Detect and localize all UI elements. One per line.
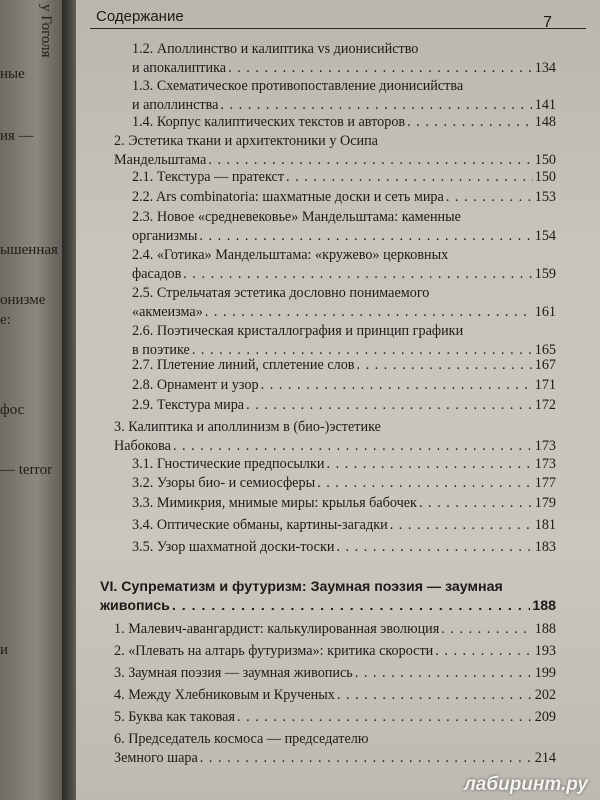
toc-entry[interactable] — [132, 322, 556, 360]
toc-entry-text: 6. Председатель космоса — председателю — [114, 731, 369, 747]
toc-entry[interactable] — [132, 494, 556, 513]
contents-page — [76, 0, 600, 800]
toc-chapter-entry[interactable] — [100, 578, 556, 616]
toc-entry-text: 1.4. Корпус калиптических текстов и авторов — [132, 114, 406, 130]
toc-leader-dots — [435, 642, 532, 661]
page-number: 7 — [543, 14, 552, 31]
toc-leader-dots — [172, 597, 530, 616]
toc-leader-dots — [355, 664, 533, 683]
toc-entry-text: 3.4. Оптические обманы, картины-загадки — [132, 517, 388, 533]
toc-leader-dots — [183, 265, 532, 284]
toc-page-number: 153 — [534, 189, 556, 205]
toc-page-number: 171 — [534, 377, 556, 393]
toc-page-number: 165 — [534, 342, 556, 358]
toc-entry[interactable] — [132, 474, 556, 493]
toc-page-number: 181 — [534, 517, 556, 533]
site-watermark: лабиринт.ру — [463, 774, 588, 795]
toc-page-number: 188 — [532, 598, 556, 614]
toc-page-number: 199 — [534, 665, 556, 681]
toc-entry-text: 2.9. Текстура мира — [132, 397, 245, 413]
toc-page-number: 150 — [534, 152, 556, 168]
toc-page-number: 209 — [534, 709, 556, 725]
toc-entry[interactable] — [132, 376, 556, 395]
toc-leader-dots — [356, 356, 532, 375]
toc-page-number: 154 — [534, 228, 556, 244]
toc-entry-text: 2.7. Плетение линий, сплетение слов — [132, 357, 355, 373]
toc-leader-dots — [228, 59, 533, 78]
left-page-fragment: е: — [0, 312, 11, 328]
toc-entry[interactable] — [132, 284, 556, 322]
toc-leader-dots — [286, 168, 533, 187]
toc-entry-text: 1. Малевич-авангардист: калькулированная эволюция — [114, 621, 440, 637]
toc-entry-text: 5. Буква как таковая — [114, 709, 236, 725]
toc-entry-text: 2.6. Поэтическая кристаллография и принцип графики — [132, 323, 464, 339]
toc-page-number: 214 — [534, 750, 556, 766]
toc-leader-dots — [337, 686, 533, 705]
toc-entry[interactable] — [132, 188, 556, 207]
toc-entry-text: и аполлинства — [132, 97, 219, 113]
toc-entry-text: 2.2. Ars combinatoria: шахматные доски и сеть мира — [132, 189, 444, 205]
running-header-title: Содержание — [96, 8, 184, 25]
toc-entry-text: 2. Эстетика ткани и архитектоники у Осипа — [114, 133, 378, 149]
toc-leader-dots — [407, 113, 533, 132]
toc-entry-text: 2.3. Новое «средневековье» Мандельштама: каменные — [132, 209, 461, 225]
toc-page-number: 173 — [534, 456, 556, 472]
toc-entry[interactable] — [132, 77, 556, 115]
toc-page-number: 148 — [534, 114, 556, 130]
toc-leader-dots — [317, 474, 533, 493]
toc-entry-text: и апокалиптика — [132, 60, 227, 76]
toc-page-number: 150 — [534, 169, 556, 185]
toc-entry[interactable] — [132, 113, 556, 132]
toc-leader-dots — [205, 303, 533, 322]
toc-page-number: 179 — [534, 495, 556, 511]
toc-page-number: 193 — [534, 643, 556, 659]
toc-entry[interactable] — [114, 686, 556, 705]
toc-entry-text: фасадов — [132, 266, 182, 282]
toc-entry-text: 3. Калиптика и аполлинизм в (био-)эстетике — [114, 419, 381, 435]
toc-entry-text: организмы — [132, 228, 198, 244]
toc-entry-text: в поэтике — [132, 342, 190, 358]
toc-entry[interactable] — [132, 516, 556, 535]
toc-page-number: 159 — [534, 266, 556, 282]
left-page-fragment: ышенная — [0, 242, 58, 258]
toc-page-number: 173 — [534, 438, 556, 454]
left-page-fragment: — terror — [0, 462, 53, 478]
toc-entry[interactable] — [132, 168, 556, 187]
left-page-fragment: у Гоголя — [38, 4, 54, 58]
toc-entry[interactable] — [132, 356, 556, 375]
toc-leader-dots — [173, 437, 533, 456]
toc-leader-dots — [419, 494, 533, 513]
toc-entry-text: 3.1. Гностические предпосылки — [132, 456, 325, 472]
toc-entry[interactable] — [132, 40, 556, 78]
toc-leader-dots — [326, 455, 532, 474]
toc-leader-dots — [261, 376, 533, 395]
toc-entry[interactable] — [114, 708, 556, 727]
toc-entry-text: 2.4. «Готика» Мандельштама: «кружево» церковных — [132, 247, 449, 263]
toc-entry-text: 4. Между Хлебниковым и Крученых — [114, 687, 335, 703]
left-page-edge — [0, 0, 66, 800]
toc-page-number: 167 — [534, 357, 556, 373]
toc-entry[interactable] — [132, 208, 556, 246]
toc-entry-text: 1.2. Аполлинство и калиптика vs дионисийство — [132, 41, 419, 57]
toc-entry[interactable] — [114, 132, 556, 170]
toc-entry[interactable] — [114, 664, 556, 683]
toc-entry-text: Мандельштама — [114, 152, 207, 168]
toc-entry[interactable] — [114, 418, 556, 456]
toc-page-number: 141 — [534, 97, 556, 113]
toc-leader-dots — [246, 396, 533, 415]
toc-entry-text: 1.3. Схематическое противопоставление дионисийства — [132, 78, 464, 94]
left-page-fragment: фос — [0, 402, 25, 418]
toc-entry[interactable] — [132, 455, 556, 474]
left-page-fragment: ные — [0, 66, 25, 82]
toc-leader-dots — [390, 516, 533, 535]
toc-entry-text: 3.2. Узоры био- и семиосферы — [132, 475, 316, 491]
toc-entry-text: 3.5. Узор шахматной доски-тоски — [132, 539, 335, 555]
toc-leader-dots — [199, 227, 532, 246]
toc-leader-dots — [237, 708, 533, 727]
toc-leader-dots — [441, 620, 532, 639]
left-page-fragment: и — [0, 642, 9, 658]
table-of-contents — [76, 0, 600, 800]
toc-entry[interactable] — [114, 620, 556, 639]
toc-page-number: 183 — [534, 539, 556, 555]
toc-entry[interactable] — [114, 730, 556, 768]
toc-chapter-text: VI. Супрематизм и футуризм: Заумная поэзия — заумная — [100, 579, 503, 595]
toc-entry-text: 2.5. Стрельчатая эстетика дословно понимаемого — [132, 285, 430, 301]
toc-entry-text: 2. «Плевать на алтарь футуризма»: критика скорости — [114, 643, 434, 659]
toc-leader-dots — [336, 538, 532, 557]
toc-page-number: 172 — [534, 397, 556, 413]
toc-page-number: 161 — [534, 304, 556, 320]
toc-entry-text: 2.1. Текстура — пратекст — [132, 169, 285, 185]
toc-leader-dots — [446, 188, 533, 207]
toc-entry-text: Земного шара — [114, 750, 198, 766]
toc-entry-text: 3. Заумная поэзия — заумная живопись — [114, 665, 353, 681]
toc-page-number: 188 — [534, 621, 556, 637]
toc-entry[interactable] — [114, 642, 556, 661]
toc-page-number: 177 — [534, 475, 556, 491]
toc-entry-text: Набокова — [114, 438, 171, 454]
toc-entry[interactable] — [132, 396, 556, 415]
toc-page-number: 202 — [534, 687, 556, 703]
toc-entry-text: 3.3. Мимикрия, мнимые миры: крылья бабочек — [132, 495, 417, 511]
toc-entry[interactable] — [132, 246, 556, 284]
toc-chapter-text: живопись — [100, 598, 170, 614]
toc-entry-text: «акмеизма» — [132, 304, 203, 320]
left-page-fragment: ия — — [0, 128, 34, 144]
toc-leader-dots — [200, 749, 533, 768]
left-page-fragment: онизме — [0, 292, 46, 308]
toc-entry[interactable] — [132, 538, 556, 557]
toc-entry-text: 2.8. Орнамент и узор — [132, 377, 259, 393]
toc-page-number: 134 — [534, 60, 556, 76]
